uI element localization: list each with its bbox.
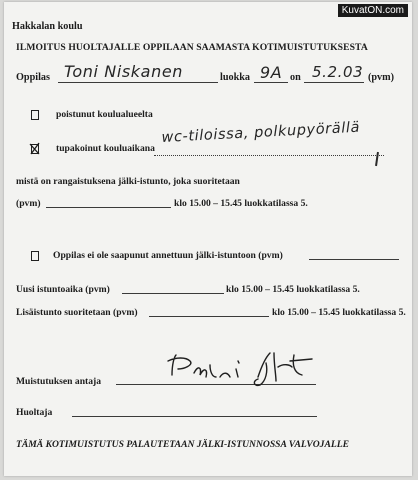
absent-label: Oppilas ei ole saapunut annettuun jälki-istuntoon (pvm) xyxy=(53,250,283,261)
school-name: Hakkalan koulu xyxy=(12,21,83,32)
note-line xyxy=(154,155,384,156)
new-time-label: Uusi istuntoaika (pvm) xyxy=(16,284,110,295)
detention-time: klo 15.00 – 15.45 luokkatilassa 5. xyxy=(174,198,308,209)
form-title: ILMOITUS HUOLTAJALLE OPPILAAN SAAMASTA KOTIMUISTUTUKSESTA xyxy=(16,42,368,53)
new-time-line xyxy=(122,293,224,294)
student-name-line xyxy=(58,82,218,83)
left-school-checkbox[interactable] xyxy=(31,110,39,120)
class-value: 9A xyxy=(260,63,283,82)
absent-date-line xyxy=(309,259,399,260)
giver-label: Muistutuksen antaja xyxy=(16,376,102,387)
guardian-label: Huoltaja xyxy=(16,407,53,418)
date-value: 5.2.03 xyxy=(312,63,364,81)
extra-session-line xyxy=(149,316,269,317)
date-line xyxy=(304,82,364,83)
detention-date-line xyxy=(46,207,171,208)
class-line xyxy=(254,82,288,83)
pen-stroke xyxy=(375,152,379,166)
punishment-line: mistä on rangaistuksena jälki-istunto, joka suoritetaan xyxy=(16,176,240,187)
check-mark-icon xyxy=(29,142,41,156)
date-on-label: on xyxy=(290,72,301,83)
left-school-label: poistunut koulualueelta xyxy=(56,109,153,120)
extra-session-label: Lisäistunto suoritetaan (pvm) xyxy=(16,307,138,318)
date-unit: (pvm) xyxy=(368,72,395,83)
extra-session-tail: klo 15.00 – 15.45 luokkatilassa 5. xyxy=(272,307,406,318)
detention-pvm: (pvm) xyxy=(16,198,41,209)
class-label: luokka xyxy=(220,72,251,83)
absent-checkbox[interactable] xyxy=(31,251,39,261)
new-time-tail: klo 15.00 – 15.45 luokkatilassa 5. xyxy=(226,284,360,295)
watermark: KuvatON.com xyxy=(338,4,408,17)
caught-smoking-label: tupakoinut kouluaikana xyxy=(56,143,155,154)
caught-location-note: wc-tiloissa, polkupyörällä xyxy=(161,119,361,146)
student-name: Toni Niskanen xyxy=(64,62,184,81)
guardian-signature-line[interactable] xyxy=(72,416,317,417)
caught-smoking-checkbox[interactable] xyxy=(31,144,39,154)
student-label: Oppilas xyxy=(16,72,50,83)
footer-note: TÄMÄ KOTIMUISTUTUS PALAUTETAAN JÄLKI-ISTUNNOSSA VALVOJALLE xyxy=(16,439,349,450)
giver-signature xyxy=(154,347,329,392)
form-paper xyxy=(4,2,412,476)
